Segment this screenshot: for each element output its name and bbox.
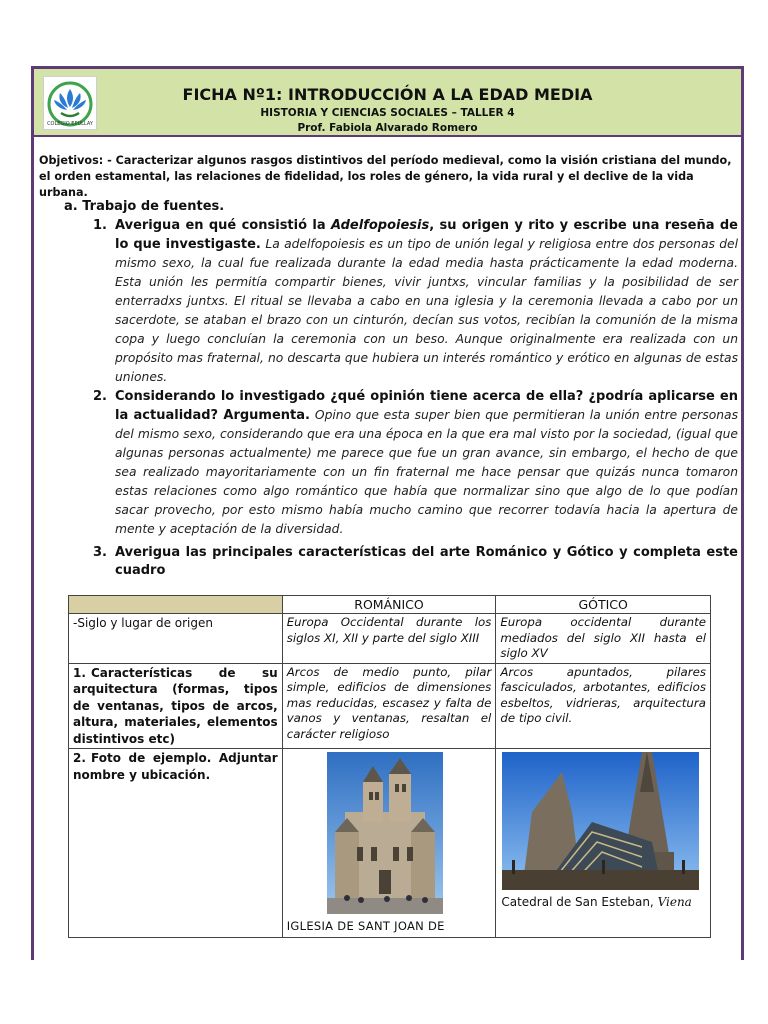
table-header-empty (69, 596, 283, 614)
question-1-number: 1. (93, 218, 107, 233)
row-origin-gotico: Europa occidental durante mediados del siglo XII hasta el siglo XV (496, 614, 711, 664)
table-row (69, 749, 711, 938)
worksheet-header (34, 69, 741, 137)
row-photo-label: 2. Foto de ejemplo. Adjuntar nombre y ubicación. (69, 749, 283, 938)
row-origin-label: -Siglo y lugar de origen (69, 614, 283, 664)
table-header-row (69, 596, 711, 614)
header-gotico: GÓTICO (496, 596, 711, 614)
row-architecture-gotico: Arcos apuntados, pilares fasciculados, arbotantes, edificios esbeltos, vidrieras, arquitectura de tipo civil. (496, 663, 711, 749)
row-photo-romanico (282, 749, 496, 938)
svg-text:COLEGIO EPULLAY: COLEGIO EPULLAY (47, 121, 93, 127)
row-origin-romanico: Europa Occidental durante los siglos XI, XII y parte del siglo XIII (282, 614, 496, 664)
question-3-number: 3. (93, 545, 107, 560)
gothic-cathedral-photo (502, 752, 699, 890)
worksheet-title: FICHA Nº1: INTRODUCCIÓN A LA EDAD MEDIA (182, 85, 593, 104)
question-1-prompt-start: Averigua en qué consistió la (115, 218, 331, 233)
section-a-heading: a. Trabajo de fuentes. (64, 199, 225, 214)
row-architecture-label: 1. Características de su arquitectura (formas, tipos de ventanas, tipos de arcos, altura, materiales, elementos distintivos etc) (69, 663, 283, 749)
teacher-name: Prof. Fabiola Alvarado Romero (297, 122, 478, 134)
question-1-prompt-em: Adelfopoiesis (330, 218, 430, 233)
question-3-prompt: Averigua las principales características del arte Románico y Gótico y completa este cuadro (115, 545, 738, 578)
table-row (69, 663, 711, 749)
romanico-photo-caption: IGLESIA DE SANT JOAN DE (286, 919, 445, 933)
table-row (69, 614, 711, 664)
question-1 (93, 217, 739, 387)
question-1-prompt-end: , su origen y rito y escribe una reseña de lo que investigaste. (115, 218, 738, 252)
row-architecture-romanico: Arcos de medio punto, pilar simple, edificios de dimensiones mas reducidas, escasez y falta de vanos y ventanas, resaltan el carácter religioso (282, 663, 496, 749)
question-2-number: 2. (93, 389, 107, 404)
header-romanico: ROMÁNICO (282, 596, 496, 614)
worksheet-subtitle: HISTORIA Y CIENCIAS SOCIALES – TALLER 4 (260, 107, 515, 119)
question-3 (93, 544, 738, 580)
romanesque-church-photo (327, 752, 443, 914)
question-1-answer: La adelfopoiesis es un tipo de unión legal y religiosa entre dos personas del mismo sexo, la cual fue realizada durante la edad media hasta prácticamente la edad moderna. Esta unión les permitía compartir bienes, vivir juntxs, vincular familias y la posibilidad de ser enterradxs juntxs. El ritual se llevaba a cabo en una iglesia y la ceremonia llevada a cabo por un sacerdote, se ataban el brazo con un cinturón, decían sus votos, recibían la comunión de la misma copa y luego concluían la ceremonia con un beso. Aunque originalmente era realizada con un propósito mas fraternal, no descarta que hubiera un interés romántico y erótico en algunas de estas uniones. (115, 237, 739, 384)
gotico-photo-caption: Catedral de San Esteban, Viena (501, 895, 692, 909)
question-2-answer: Opino que esta super bien que permitieran la unión entre personas del mismo sexo, considerando que era una época en la que era mal visto por la sociedad, (igual que algunas personas actualmente) me parece que fue un gran avance, sin embargo, el hecho de que sea realizado mayoritariamente con un fin fraternal me hace pensar que quizás nunca tomaron estas relaciones como algo romántico que había que normalizar sino que algo de lo que podían sacar provecho, por esto mismo había mucho camino que recorrer todavía hacia la apertura de mente y aceptación de la diversidad. (115, 408, 738, 536)
row-photo-gotico (496, 749, 711, 938)
question-2-prompt: Considerando lo investigado ¿qué opinión tiene acerca de ella? ¿podría aplicarse en la actualidad? Argumenta. (115, 389, 738, 423)
question-2 (93, 388, 738, 539)
objectives-text: Objetivos: - Caracterizar algunos rasgos distintivos del período medieval, como la visión cristiana del mundo, el orden estamental, las relaciones de fidelidad, los roles de género, la vida rural y el declive de la vida urbana. (39, 154, 732, 199)
art-comparison-table (68, 595, 711, 938)
